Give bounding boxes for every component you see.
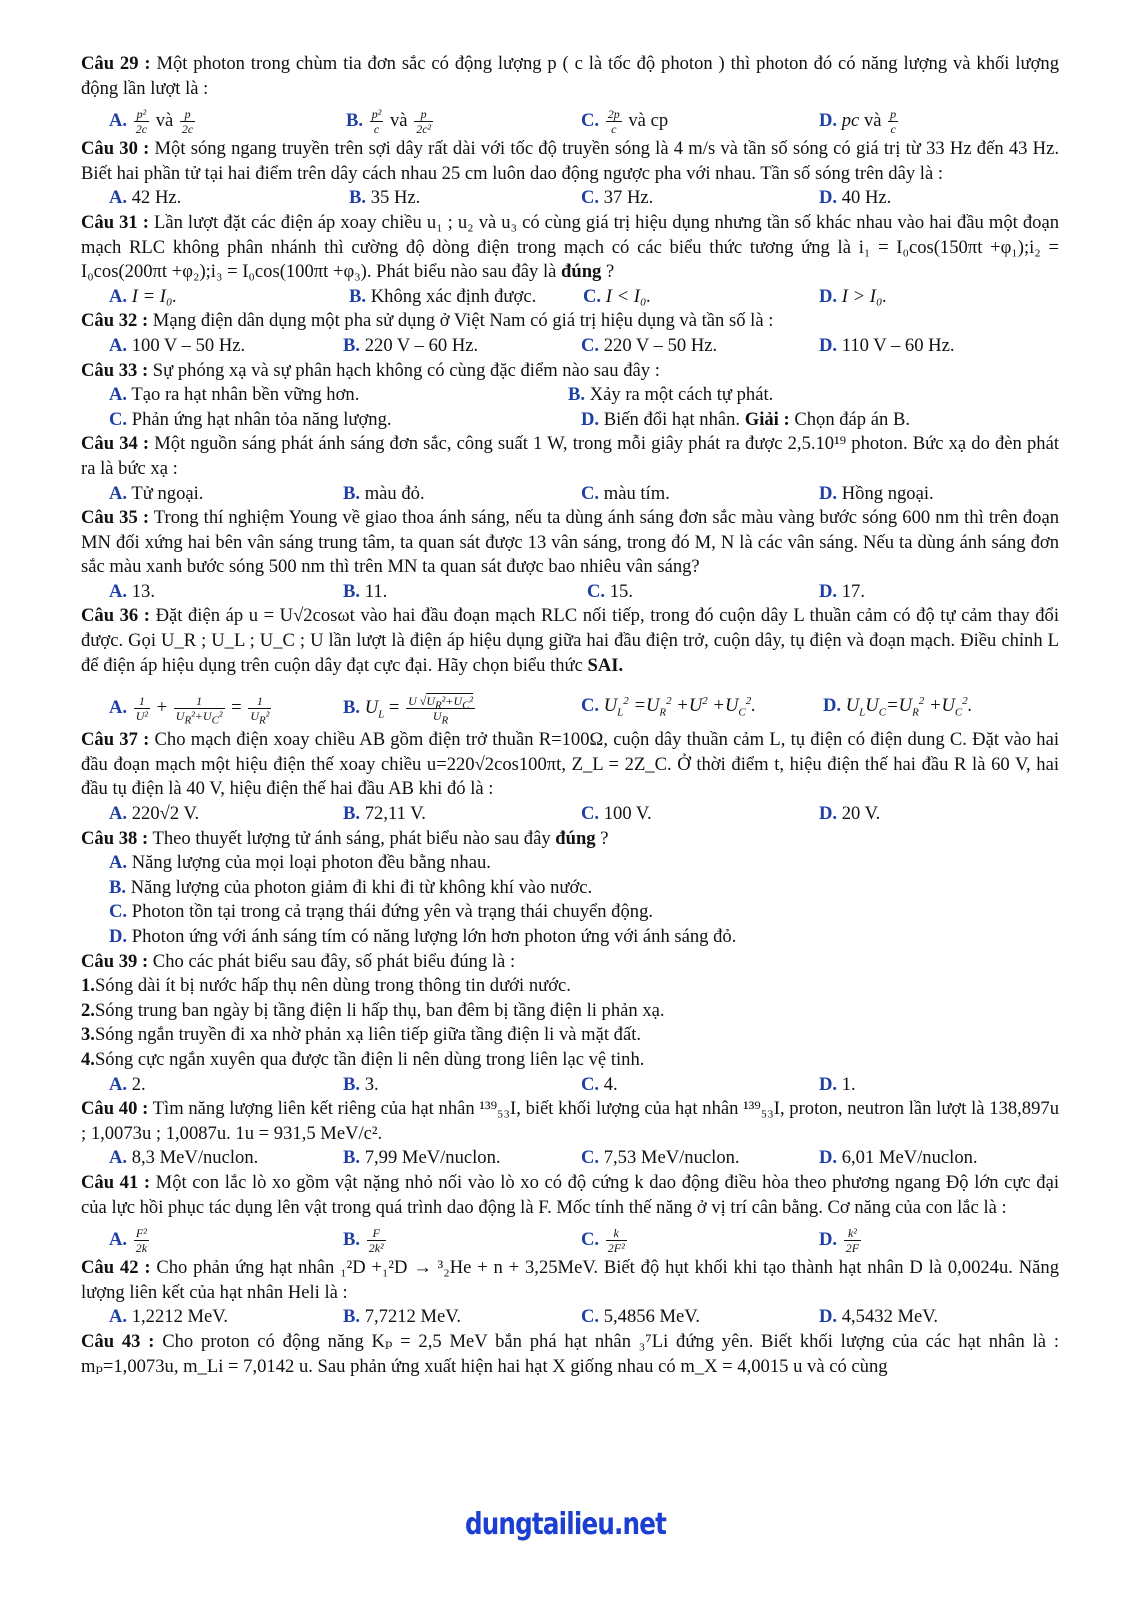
option-37-a[interactable]: A. 220√2 V. xyxy=(109,803,200,825)
option-31-a[interactable]: A. I = I₀. xyxy=(109,285,178,307)
option-36-d[interactable]: D. $U_LU_C=U_R^2 +U_C^2$. xyxy=(823,695,973,719)
options-30 xyxy=(81,186,1059,211)
option-40-d[interactable]: D. 6,01 MeV/nuclon. xyxy=(819,1147,978,1169)
option-31-d[interactable]: D. I > I₀. xyxy=(819,285,888,307)
option-38-a[interactable]: A. Năng lượng của mọi loại photon đều bằng nhau. xyxy=(109,852,491,874)
option-34-b[interactable]: B. màu đỏ. xyxy=(343,482,425,504)
question-40: Câu 40 : Tìm năng lượng liên kết riêng của hạt nhân ¹³⁹₅₃I, biết khối lượng của hạt nhân ¹³⁹₅₃I, proton, neutron lần lượt là 138,897u ; 1,0073u ; 1,0087u. 1u = 931,5 MeV/c². xyxy=(81,1098,1059,1144)
question-34: Câu 34 : Một nguồn sáng phát ánh sáng đơn sắc, công suất 1 W, trong mỗi giây phát ra được 2,5.10¹⁹ photon. Bức xạ do đèn phát ra là bức xạ : xyxy=(81,433,1059,479)
options-42 xyxy=(81,1305,1059,1330)
option-30-a[interactable]: A. 42 Hz. xyxy=(109,187,182,209)
statement-2: 2.Sóng trung ban ngày bị tầng điện li hấp thụ, ban đêm bị tầng điện li phản xạ. xyxy=(81,999,665,1021)
option-41-b[interactable]: B. $\frac{F}{\text{2k²}}$ xyxy=(343,1226,384,1256)
option-30-b[interactable]: B. 35 Hz. xyxy=(349,187,421,209)
option-35-b[interactable]: B. 11. xyxy=(343,580,388,602)
option-33-d[interactable]: D. Biến đổi hạt nhân. Giải : Chọn đáp án B. xyxy=(581,408,911,430)
options-35 xyxy=(81,580,1059,605)
question-30: Câu 30 : Một sóng ngang truyền trên sợi dây rất dài với tốc độ truyền sóng là 4 m/s và tần số sóng có giá trị từ 33 Hz đến 43 Hz. Biết hai phần tử tại hai điểm trên dây cách nhau 25 cm luôn dao động ngược pha với nhau. Tần số sóng trên dây là : xyxy=(81,138,1059,184)
option-33-b[interactable]: B. Xảy ra một cách tự phát. xyxy=(568,384,774,406)
options-31 xyxy=(81,285,1059,310)
statement-3: 3.Sóng ngắn truyền đi xa nhờ phản xạ liên tiếp giữa tầng điện li và mặt đất. xyxy=(81,1024,642,1046)
option-37-b[interactable]: B. 72,11 V. xyxy=(343,803,426,825)
option-29-b[interactable]: B. $\frac{\text{p²}}{c}$ và $\frac{p}{\text{2c²}}$ xyxy=(346,107,432,137)
option-35-d[interactable]: D. 17. xyxy=(819,580,865,602)
options-37 xyxy=(81,802,1059,827)
option-39-b[interactable]: B. 3. xyxy=(343,1073,379,1095)
option-38-d[interactable]: D. Photon ứng với ánh sáng tím có năng lượng lớn hơn photon ứng với ánh sáng đỏ. xyxy=(109,926,737,947)
solution-label: Giải : xyxy=(744,408,790,430)
option-32-b[interactable]: B. 220 V – 60 Hz. xyxy=(343,334,479,356)
option-40-a[interactable]: A. 8,3 MeV/nuclon. xyxy=(109,1147,259,1169)
option-42-a[interactable]: A. 1,2212 MeV. xyxy=(109,1306,228,1328)
question-32: Câu 32 : Mạng điện dân dụng một pha sử dụng ở Việt Nam có giá trị hiệu dụng và tần số là : xyxy=(81,310,774,332)
option-33-a[interactable]: A. Tạo ra hạt nhân bền vững hơn. xyxy=(109,384,360,406)
option-33-c[interactable]: C. Phản ứng hạt nhân tỏa năng lượng. xyxy=(109,408,392,430)
option-36-a[interactable]: A. $\frac{1}{\text{U²}}$ + $\frac{1}{U_R^2+U_C^2}$ = $\frac{1}{U_R^2}$ xyxy=(109,694,270,727)
question-43: Câu 43 : Cho proton có động năng Kₚ = 2,5 MeV bắn phá hạt nhân ₃⁷Li đứng yên. Biết khối lượng của các hạt nhân là : mₚ=1,0073u, m_Li = 7,0142 u. Sau phản ứng xuất hiện hai hạt X giống nhau có m_X = 4,0015 u và có cùng xyxy=(81,1330,1060,1377)
options-29 xyxy=(81,101,1059,137)
option-42-b[interactable]: B. 7,7212 MeV. xyxy=(343,1306,461,1328)
option-29-a[interactable]: A. $\frac{\text{p²}}{2c}$ và $\frac{p}{2c}$ xyxy=(109,107,194,137)
option-38-c[interactable]: C. Photon tồn tại trong cả trạng thái đứng yên và trạng thái chuyển động. xyxy=(109,901,654,923)
site-watermark[interactable]: dungtailieu.net xyxy=(464,1507,667,1542)
option-37-c[interactable]: C. 100 V. xyxy=(581,803,652,825)
question-33: Câu 33 : Sự phóng xạ và sự phân hạch không có cùng đặc điểm nào sau đây : xyxy=(81,359,660,381)
option-40-c[interactable]: C. 7,53 MeV/nuclon. xyxy=(581,1147,740,1169)
option-41-a[interactable]: A. $\frac{\text{F²}}{2k}$ xyxy=(109,1226,148,1256)
option-29-d[interactable]: D. pc và $\frac{p}{c}$ xyxy=(819,107,897,137)
option-38-b[interactable]: B. Năng lượng của photon giảm đi khi đi từ không khí vào nước. xyxy=(109,876,593,898)
option-40-b[interactable]: B. 7,99 MeV/nuclon. xyxy=(343,1147,501,1169)
option-41-c[interactable]: C. $\frac{k}{\text{2F²}}$ xyxy=(581,1226,625,1256)
option-34-a[interactable]: A. Tử ngoại. xyxy=(109,482,204,504)
option-29-c[interactable]: C. $\frac{2p}{c}$ và cp xyxy=(581,107,669,137)
option-42-c[interactable]: C. 5,4856 MeV. xyxy=(581,1306,700,1328)
options-41 xyxy=(81,1220,1059,1256)
question-29: Câu 29 : Một photon trong chùm tia đơn sắc có động lượng p ( c là tốc độ photon ) thì photon đó có năng lượng và khối lượng động lần lượt là : xyxy=(81,53,1059,99)
option-36-b[interactable]: B. $U_L$ = $\frac{U √U_R^2+U_C^2}{U_R}$ xyxy=(343,694,474,727)
options-40 xyxy=(81,1146,1059,1171)
option-32-a[interactable]: A. 100 V – 50 Hz. xyxy=(109,334,246,356)
option-32-c[interactable]: C. 220 V – 50 Hz. xyxy=(581,334,718,356)
option-39-a[interactable]: A. 2. xyxy=(109,1073,146,1095)
option-39-c[interactable]: C. 4. xyxy=(581,1073,618,1095)
question-41: Câu 41 : Một con lắc lò xo gồm vật nặng nhỏ nối vào lò xo có độ cứng k dao động điều hòa theo phương ngang Độ lớn cực đại của lực hồi phục tác dụng lên vật trong quá trình dao động là F. Mốc tính thế năng ở vị trí cân bằng. Cơ năng của con lắc là : xyxy=(81,1171,1059,1218)
option-31-c[interactable]: C. I < I₀. xyxy=(583,285,652,307)
option-35-a[interactable]: A. 13. xyxy=(109,580,155,602)
question-36: Câu 36 : Đặt điện áp u = U√2cosωt vào hai đầu đoạn mạch RLC nối tiếp, trong đó cuộn dây L thuần cảm có độ tự cảm thay đổi được. Gọi U_R ; U_L ; U_C ; U lần lượt là điện áp hiệu dụng giữa hai đầu điện trở, cuộn dây, tụ điện và đoạn mạch. Điều chỉnh L để điện áp hiệu dụng trên cuộn dây đạt cực đại. Hãy chọn biểu thức SAI. xyxy=(81,605,1059,676)
option-30-c[interactable]: C. 37 Hz. xyxy=(581,187,654,209)
options-36 xyxy=(81,678,1059,728)
question-39: Câu 39 : Cho các phát biểu sau đây, số phát biểu đúng là : xyxy=(81,950,516,972)
solution-text: Chọn đáp án B. xyxy=(789,408,911,430)
options-32 xyxy=(81,334,1059,359)
option-31-b[interactable]: B. Không xác định được. xyxy=(349,285,537,307)
statement-4: 4.Sóng cực ngắn xuyên qua được tần điện li nên dùng trong liên lạc vệ tinh. xyxy=(81,1048,645,1070)
options-39 xyxy=(81,1073,1059,1098)
options-34 xyxy=(81,482,1059,507)
document-body xyxy=(81,52,1059,1379)
options-33-ab xyxy=(81,383,1059,408)
option-42-d[interactable]: D. 4,5432 MeV. xyxy=(819,1306,938,1328)
option-30-d[interactable]: D. 40 Hz. xyxy=(819,187,892,209)
option-39-d[interactable]: D. 1. xyxy=(819,1073,856,1095)
option-34-d[interactable]: D. Hồng ngoại. xyxy=(819,482,934,504)
question-38: Câu 38 : Theo thuyết lượng tử ánh sáng, phát biểu nào sau đây đúng ? xyxy=(81,827,609,849)
option-32-d[interactable]: D. 110 V – 60 Hz. xyxy=(819,334,955,356)
question-42: Câu 42 : Cho phản ứng hạt nhân ₁²D +₁²D → ³₂He + n + 3,25MeV. Biết độ hụt khối khi tạo thành hạt nhân D là 0,0024u. Năng lượng liên kết của hạt nhân Heli là : xyxy=(81,1257,1060,1303)
option-34-c[interactable]: C. màu tím. xyxy=(581,482,670,504)
option-37-d[interactable]: D. 20 V. xyxy=(819,803,881,825)
options-33-cd xyxy=(81,408,1059,433)
option-41-d[interactable]: D. $\frac{\text{k²}}{2F}$ xyxy=(819,1226,860,1256)
question-31: Câu 31 : Lần lượt đặt các điện áp xoay chiều u₁ ; u₂ và u₃ có cùng giá trị hiệu dụng nhưng tần số khác nhau vào hai đầu một đoạn mạch RLC không phân nhánh thì cường độ dòng điện trong mạch có các biểu thức tương ứng là i₁ = I₀cos(150πt +φ₁);i₂ = I₀cos(200πt +φ₂);i₃ = I₀cos(100πt +φ₃). Phát biểu nào sau đây là đúng ? xyxy=(81,211,1059,283)
option-36-c[interactable]: C. $U_L^2 =U_R^2 +U^2 +U_C^2$. xyxy=(581,695,756,719)
question-37: Câu 37 : Cho mạch điện xoay chiều AB gồm điện trở thuần R=100Ω, cuộn dây thuần cảm L, tụ điện có điện dung C. Đặt vào hai đầu đoạn mạch một hiệu điện thế xoay chiều u=220√2cos100πt, Z_L = 2Z_C. Ở thời điểm t, hiệu điện thế hai đầu R là 60 V, hai đầu tụ điện là 40 V, hiệu điện thế hai đầu AB khi đó là : xyxy=(81,729,1060,800)
question-35: Câu 35 : Trong thí nghiệm Young về giao thoa ánh sáng, nếu ta dùng ánh sáng đơn sắc màu vàng bước sóng 600 nm thì trên đoạn MN đối xứng hai bên vân sáng trung tâm, ta quan sát được 13 vân sáng, trong đó M, N là các vân sáng. Nếu ta dùng ánh sáng đơn sắc màu xanh bước sóng 500 nm thì trên MN ta quan sát được bao nhiêu vân sáng? xyxy=(81,507,1059,578)
option-35-c[interactable]: C. 15. xyxy=(587,580,633,602)
statement-1: 1.Sóng dài ít bị nước hấp thụ nên dùng trong thông tin dưới nước. xyxy=(81,975,571,997)
